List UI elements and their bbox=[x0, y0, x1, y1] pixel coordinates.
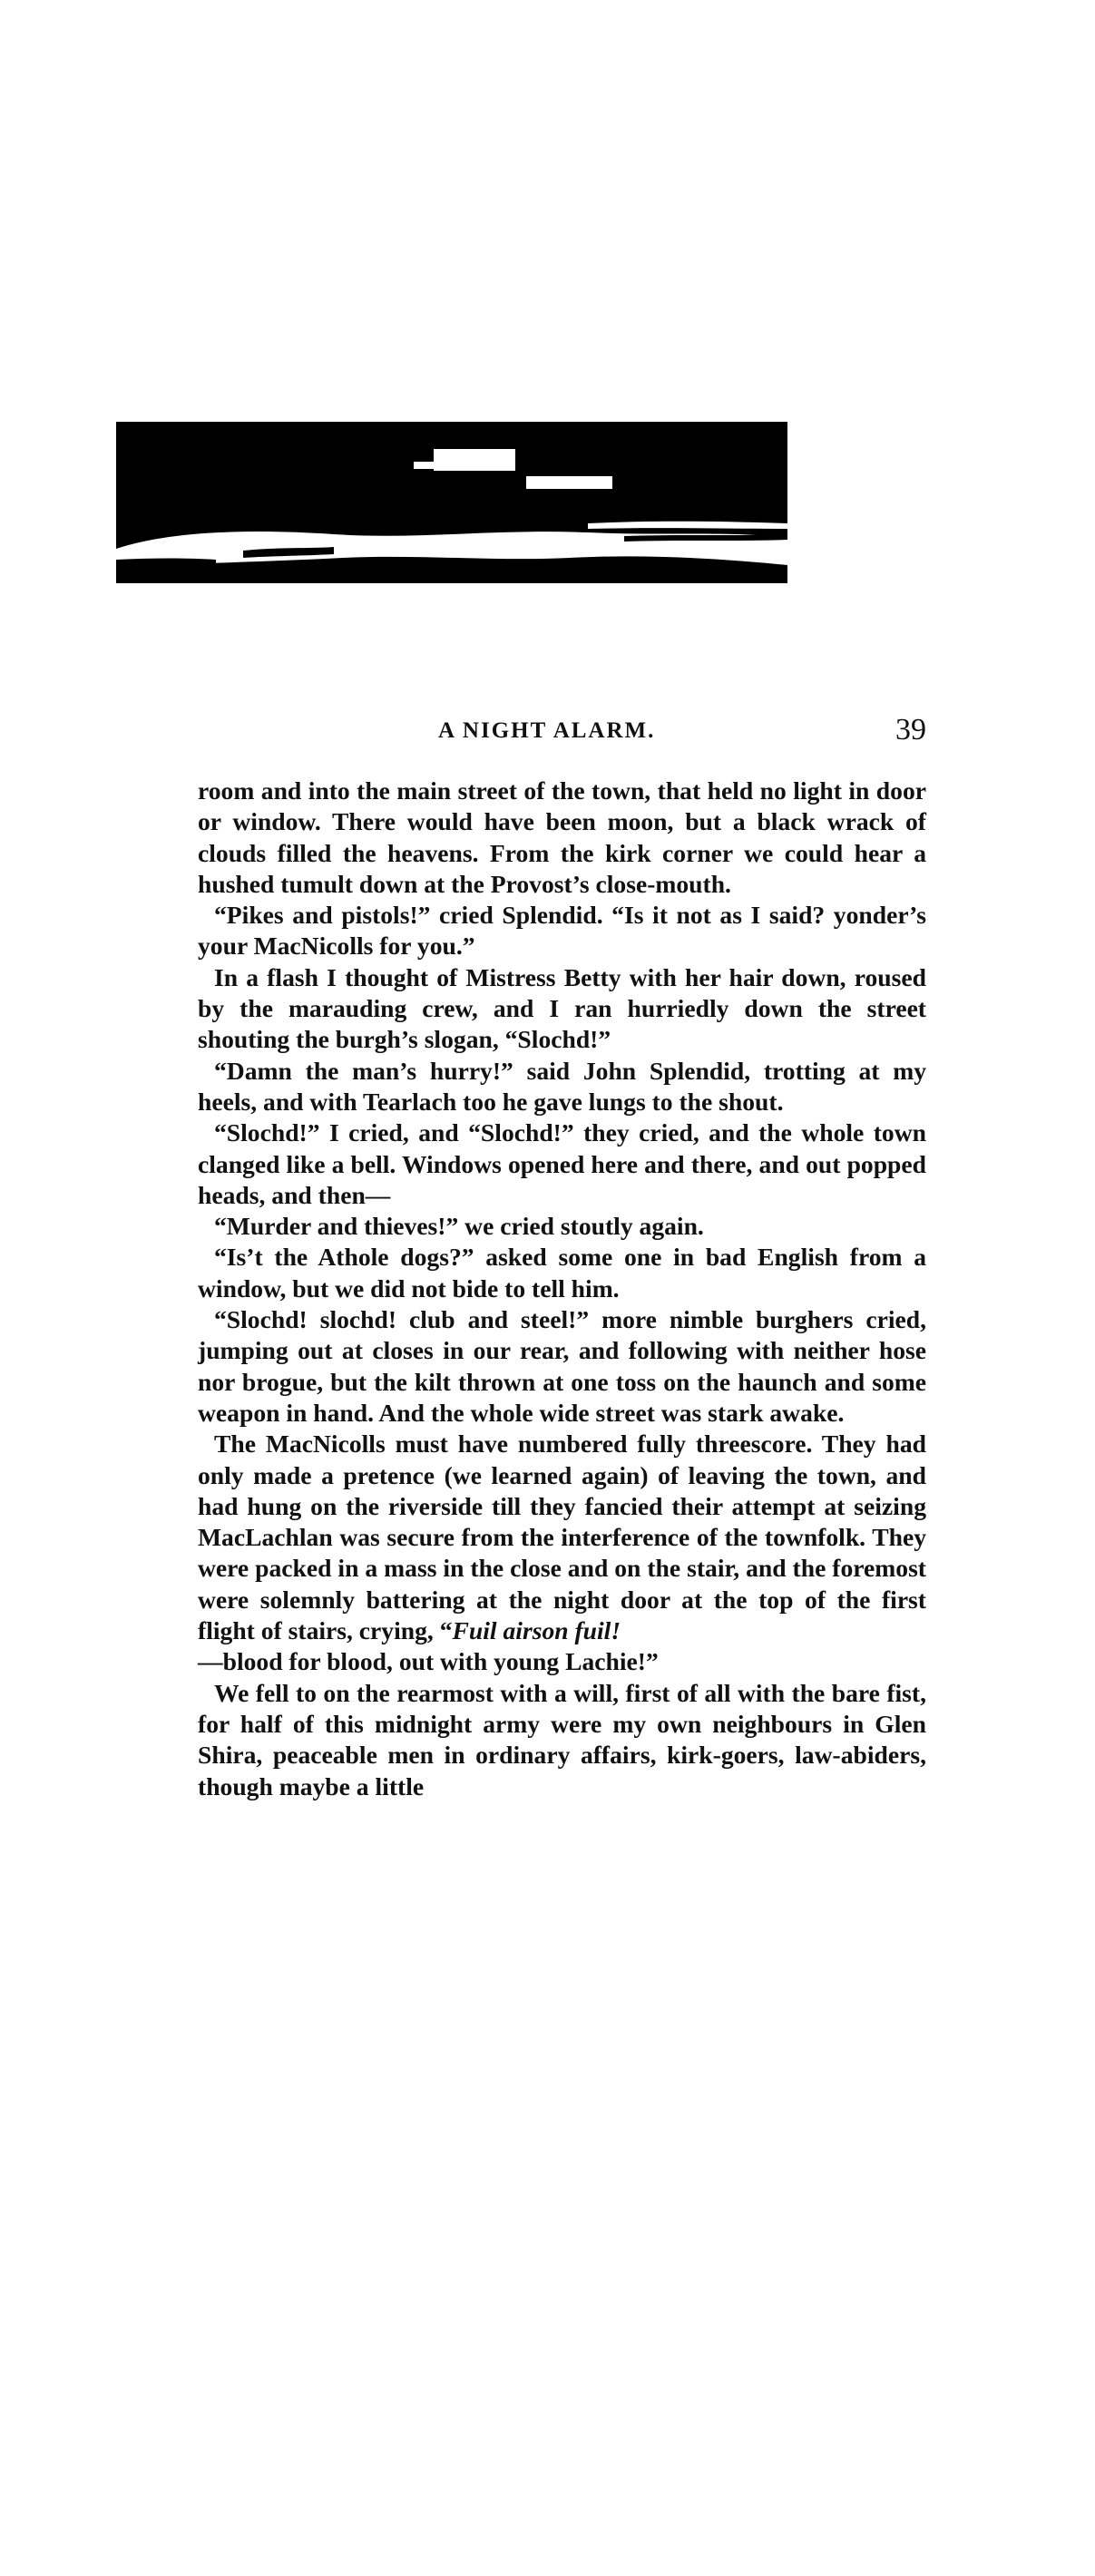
paragraph: “Slochd! slochd! club and steel!” more nimble burghers cried, jumping out at closes in our rear, and following with neither hose nor brogue, but the kilt thrown at one toss on the haunch and some weapon in hand. And the whole wide street was stark awake. bbox=[198, 1305, 926, 1427]
gaelic-phrase: Fuil airson fuil! bbox=[452, 1616, 621, 1645]
paragraph: “Is’t the Athole dogs?” asked some one in bad English from a window, but we did not bide to tell him. bbox=[198, 1243, 926, 1303]
paragraph: In a flash I thought of Mistress Betty with her hair down, roused by the marauding crew, and I ran hurriedly down the street shouting the burgh’s slogan, “Slochd!” bbox=[198, 962, 926, 1054]
paragraph: “Slochd!” I cried, and “Slochd!” they cried, and the whole town clanged like a bell. Windows opened here and there, and out popped heads, and then— bbox=[198, 1118, 926, 1209]
chapter-headpiece-illustration bbox=[116, 422, 787, 583]
body-text bbox=[198, 776, 926, 1802]
cloud-highlight bbox=[414, 462, 450, 469]
page-number: 39 bbox=[895, 713, 926, 746]
running-head bbox=[195, 713, 926, 758]
paragraph: room and into the main street of the town, that held no light in door or window. There would have been moon, but a black wrack of clouds filled the heavens. From the kirk corner we could hear a hushed tumult down at the Provost’s close-mouth. bbox=[198, 776, 926, 898]
paragraph: “Damn the man’s hurry!” said John Splendid, trotting at my heels, and with Tearlach too he gave lungs to the shout. bbox=[198, 1056, 926, 1116]
paragraph-text: The MacNicolls must have numbered fully threescore. They had only made a pretence (we learned again) of leaving the town, and had hung on the riverside till they fancied their attempt at seizing MacLachlan was secure from the interference of the townfolk. They were packed in a mass in the close and on the stair, and the foremost were solemnly battering at the night door at the top of the first flight of stairs, crying, “ bbox=[198, 1429, 926, 1645]
running-head-title: A NIGHT ALARM. bbox=[438, 718, 656, 743]
paragraph-text: —blood for blood, out with young Lachie!” bbox=[198, 1647, 659, 1676]
paragraph: We fell to on the rearmost with a will, first of all with the bare fist, for half of this midnight army were my own neighbours in Glen Shira, peaceable men in ordinary affairs, kirk-goers, law-abiders, though maybe a little bbox=[198, 1678, 926, 1800]
paragraph bbox=[198, 1429, 926, 1677]
cloud-highlight bbox=[526, 476, 612, 489]
paragraph: “Murder and thieves!” we cried stoutly again. bbox=[214, 1212, 704, 1241]
paragraph: “Pikes and pistols!” cried Splendid. “Is it not as I said? yonder’s your MacNicolls for you.” bbox=[198, 901, 926, 961]
